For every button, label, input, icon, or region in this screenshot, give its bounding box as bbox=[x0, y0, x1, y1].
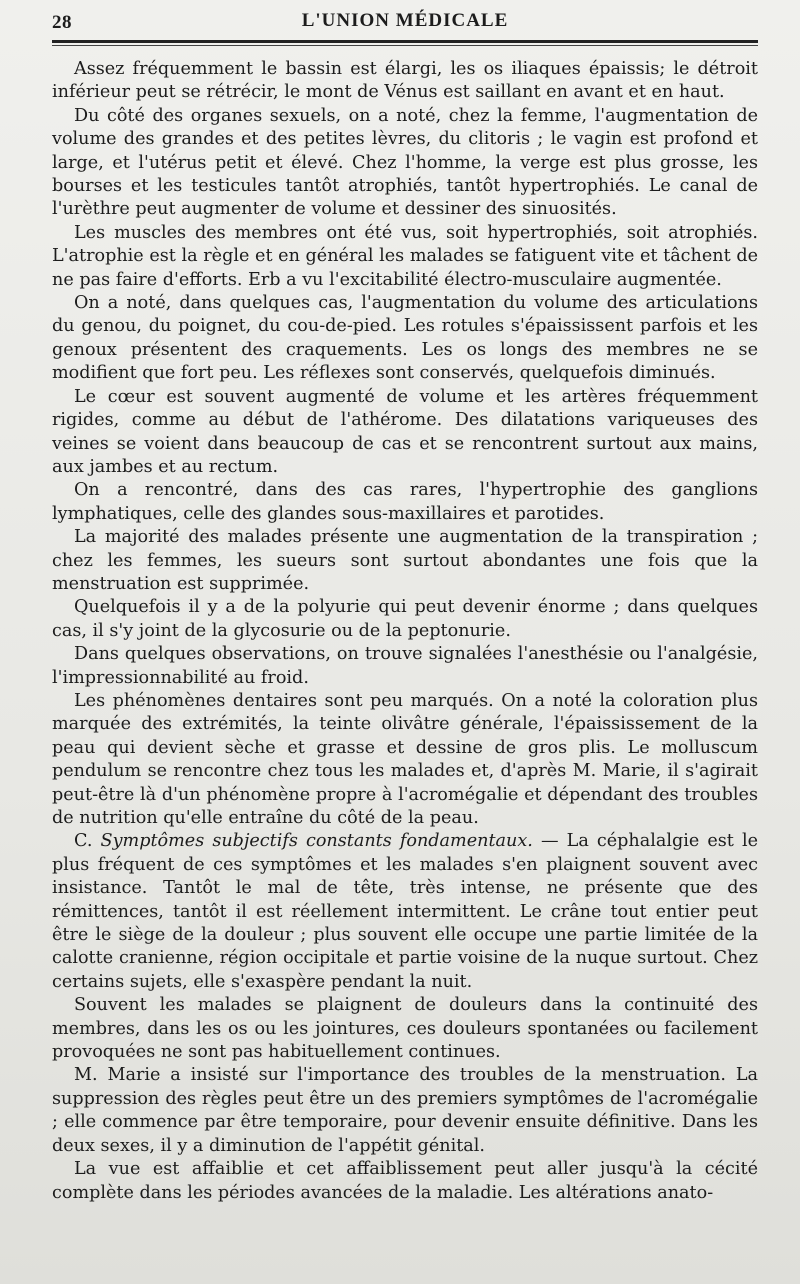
header-rule bbox=[52, 40, 758, 43]
paragraph-text: M. Marie a insisté sur l'importance des troubles de la menstruation. La suppression des règles peut être un des premiers symptômes de l'acromégalie ; elle commence par être temporaire, pour devenir ensuite définitive. Dans les deux sexes, il y a diminution de l'appétit génital. bbox=[52, 1065, 758, 1156]
paragraph-text: — La céphalalgie est le plus fréquent de ces symptômes et les malades s'en plaignent souvent avec insistance. Tantôt le mal de tête, très intense, ne présente que des rémittences, tantôt il est réellement intermittent. Le crâne tout entier peut être le siège de la douleur ; plus souvent elle occupe une partie limitée de la calotte cranienne, région occipitale et partie voisine de la nuque surtout. Chez certains sujets, elle s'exaspère pendant la nuit. bbox=[52, 831, 759, 992]
paragraph-text: Dans quelques observations, on trouve signalées l'anesthésie ou l'analgésie, l'impressionnabilité au froid. bbox=[52, 644, 758, 688]
page-header bbox=[52, 0, 758, 46]
paragraph-text: La majorité des malades présente une augmentation de la transpiration ; chez les femmes, les sueurs sont surtout abondantes une fois que la menstruation est supprimée. bbox=[52, 527, 758, 594]
paragraph-text: On a rencontré, dans des cas rares, l'hypertrophie des ganglions lymphatiques, celle des glandes sous-maxillaires et parotides. bbox=[52, 480, 758, 524]
paragraph bbox=[52, 690, 758, 830]
paragraph bbox=[52, 643, 758, 690]
paragraph bbox=[52, 526, 758, 596]
paragraph-text: On a noté, dans quelques cas, l'augmentation du volume des articulations du genou, du poignet, du cou-de-pied. Les rotules s'épaississent parfois et les genoux présentent des craquements. Les os longs des membres ne se modifient que fort peu. Les réflexes sont conservés, quelquefois diminués. bbox=[52, 293, 758, 384]
paragraph bbox=[52, 1064, 758, 1158]
paragraph bbox=[52, 1158, 758, 1205]
paragraph bbox=[52, 386, 758, 480]
paragraph bbox=[52, 222, 758, 292]
header-rule-thin bbox=[52, 45, 758, 46]
paragraph-text: Les muscles des membres ont été vus, soit hypertrophiés, soit atrophiés. L'atrophie est la règle et en général les malades se fatiguent vite et tâchent de ne pas faire d'efforts. Erb a vu l'excitabilité électro-musculaire augmentée. bbox=[52, 222, 758, 290]
body-text bbox=[52, 58, 758, 1205]
paragraph-text: Souvent les malades se plaignent de douleurs dans la continuité des membres, dans les os ou les jointures, ces douleurs spontanées ou facilement provoquées ne sont pas habituellement continues. bbox=[52, 995, 758, 1063]
page-number: 28 bbox=[52, 12, 72, 33]
paragraph-text: Quelquefois il y a de la polyurie qui peut devenir énorme ; dans quelques cas, il s'y joint de la glycosurie ou de la peptonurie. bbox=[52, 597, 758, 641]
section-letter: C. bbox=[74, 831, 101, 852]
paragraph-text: Le cœur est souvent augmenté de volume et les artères fréquemment rigides, comme au début de l'athérome. Des dilatations variqueuses des veines se voient dans beaucoup de cas et se rencontrent surtout aux mains, aux jambes et au rectum. bbox=[52, 386, 758, 477]
paragraph bbox=[52, 58, 758, 105]
section-heading: Symptômes subjectifs constants fondamentaux. bbox=[100, 831, 533, 852]
paragraph-text: La vue est affaiblie et cet affaiblissement peut aller jusqu'à la cécité complète dans les périodes avancées de la maladie. Les altérations anato- bbox=[52, 1159, 758, 1203]
paragraph-text: Du côté des organes sexuels, on a noté, chez la femme, l'augmentation de volume des grandes et des petites lèvres, du clitoris ; le vagin est profond et large, et l'utérus petit et élevé. Chez l'homme, la verge est plus grosse, les bourses et les testicules tantôt atrophiés, tantôt hypertrophiés. Le canal de l'urèthre peut augmenter de volume et dessiner des sinuosités. bbox=[52, 105, 758, 220]
paragraph bbox=[52, 830, 758, 994]
paragraph-text: Les phénomènes dentaires sont peu marqués. On a noté la coloration plus marquée des extrémités, la teinte olivâtre générale, l'épaississement de la peau qui devient sèche et grasse et dessine de gros plis. Le molluscum pendulum se rencontre chez tous les malades et, d'après M. Marie, il s'agirait peut-être là d'un phénomène propre à l'acromégalie et dépendant des troubles de nutrition qu'elle entraîne du côté de la peau. bbox=[52, 690, 758, 828]
paragraph bbox=[52, 596, 758, 643]
paragraph-text: Assez fréquemment le bassin est élargi, les os iliaques épaissis; le détroit inférieur peut se rétrécir, le mont de Vénus est saillant en avant et en haut. bbox=[52, 59, 758, 103]
paragraph bbox=[52, 479, 758, 526]
paragraph bbox=[52, 292, 758, 386]
paragraph bbox=[52, 105, 758, 222]
paragraph bbox=[52, 994, 758, 1064]
running-title: L'UNION MÉDICALE bbox=[301, 10, 509, 31]
